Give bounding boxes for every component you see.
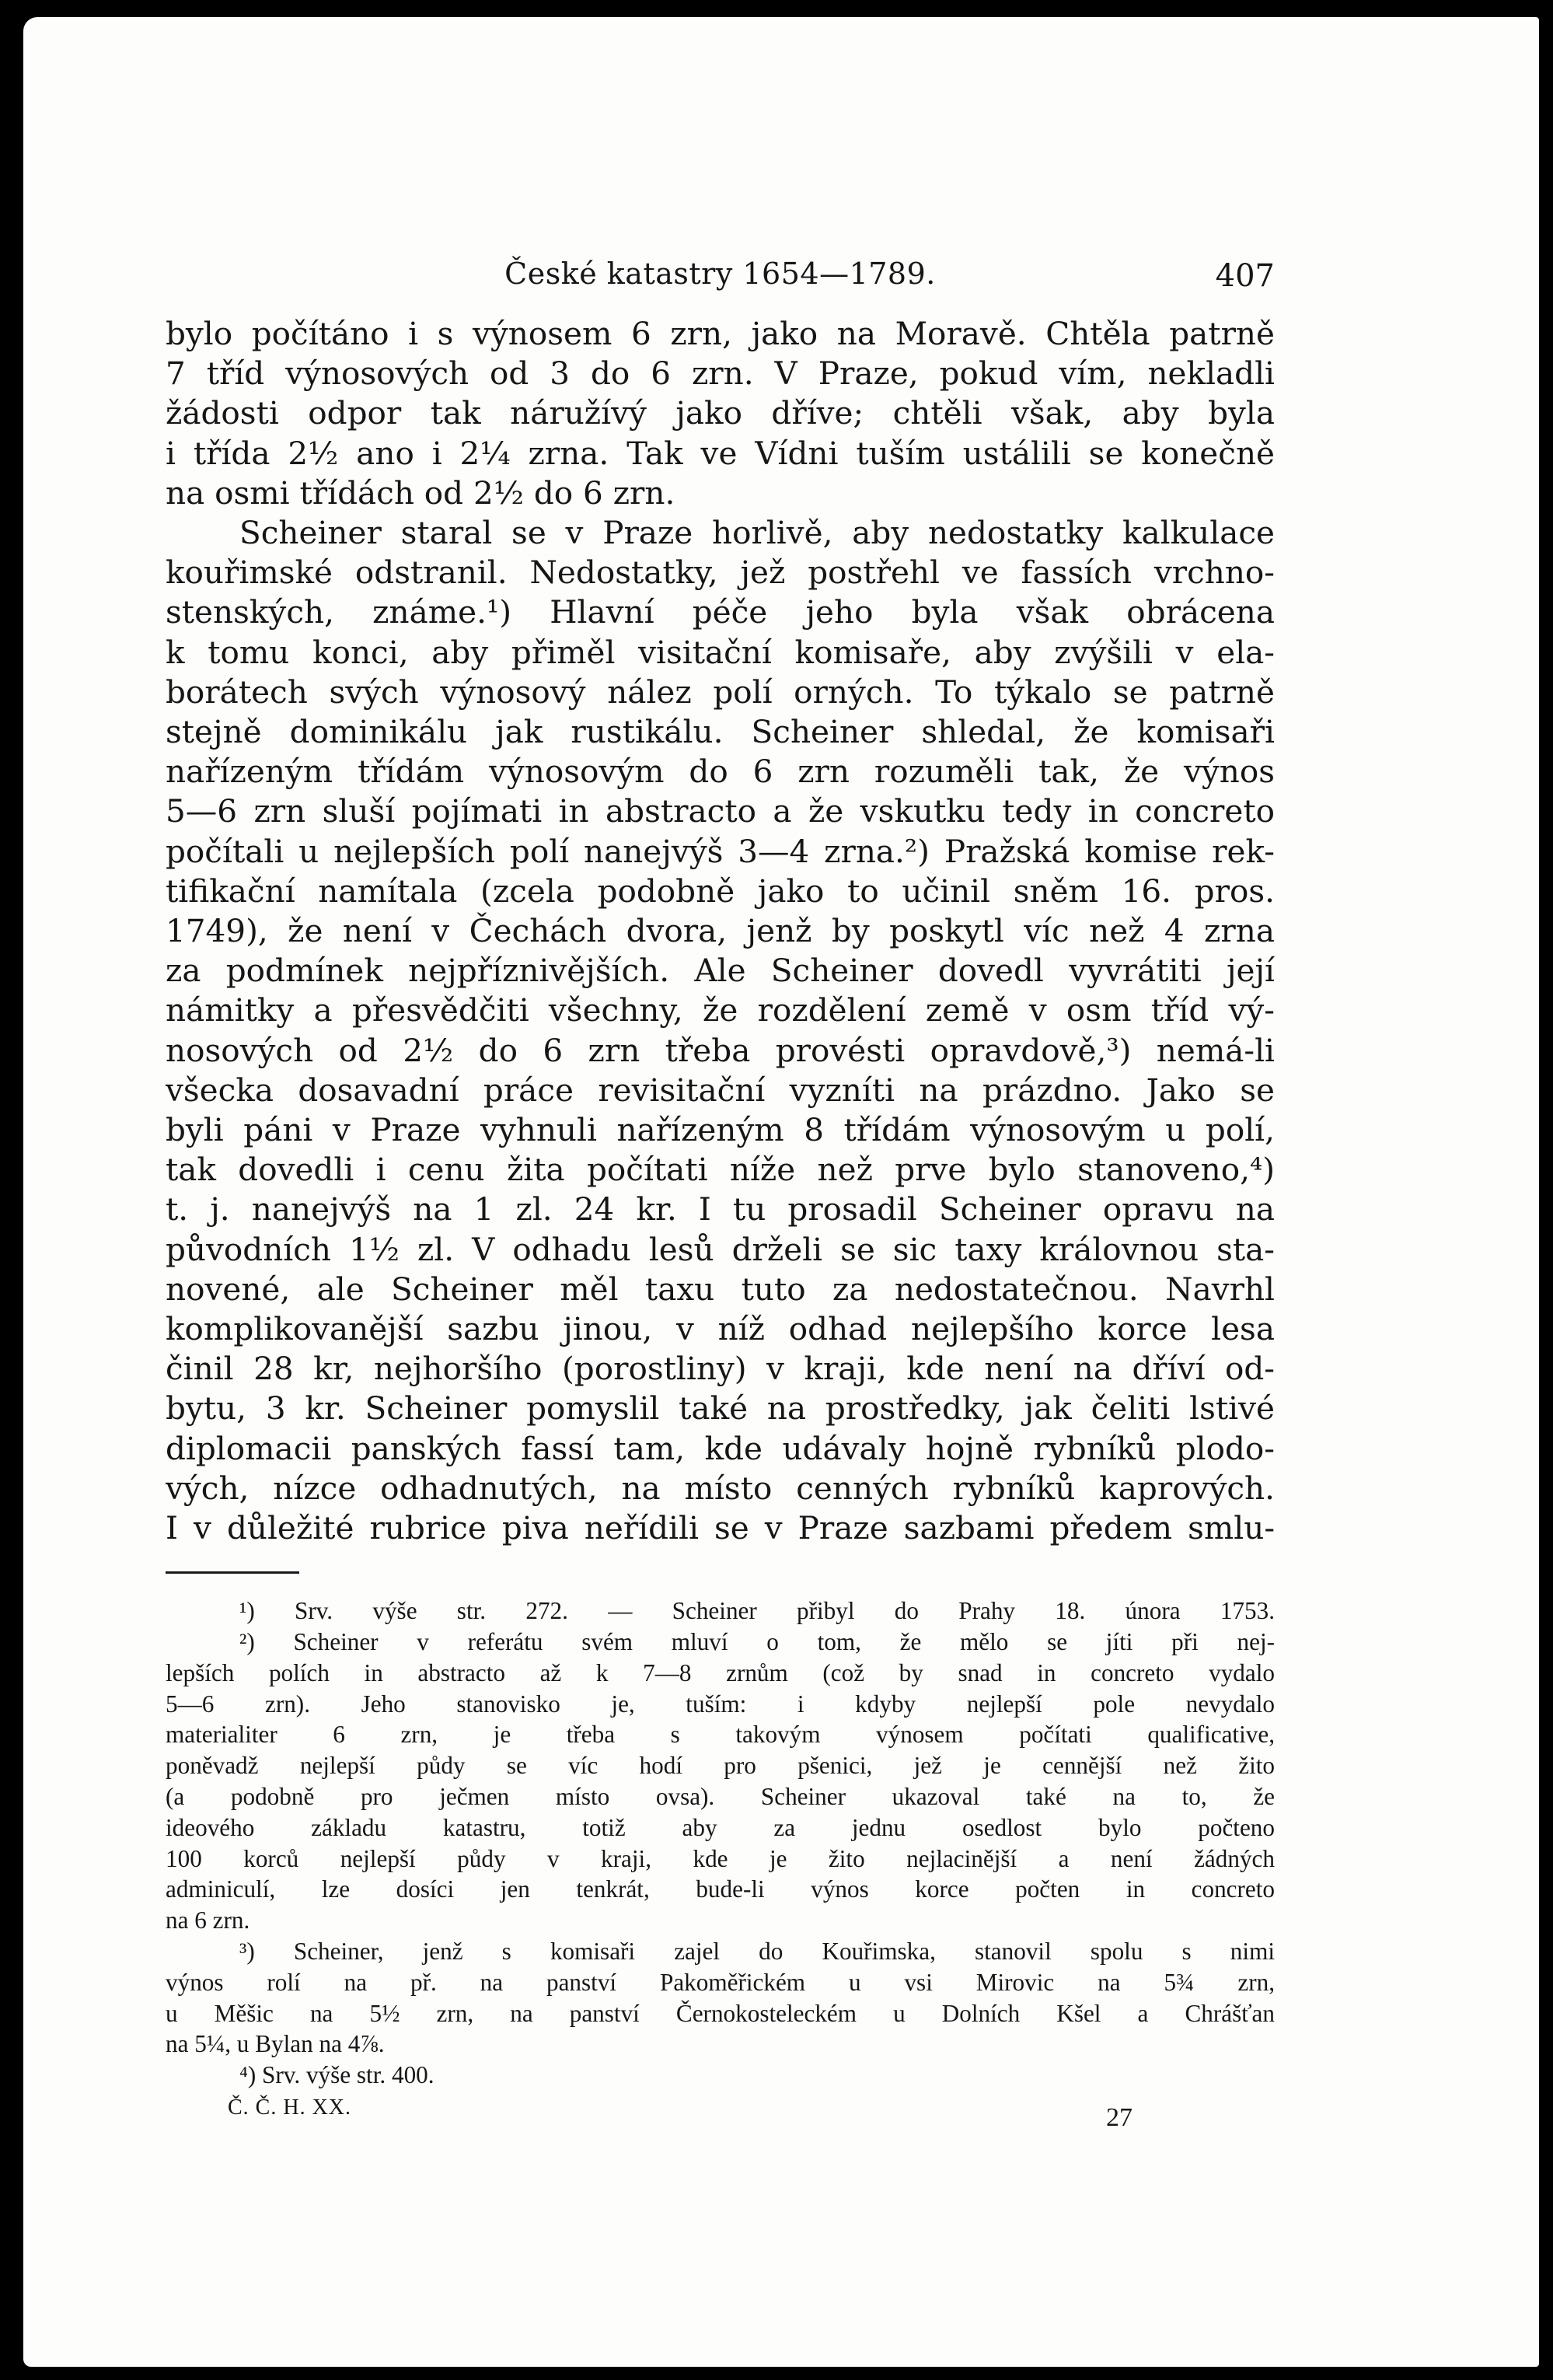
body-line: tifikační namítala (zcela podobně jako to učinil sněm 16. pros.: [166, 872, 1275, 910]
footnote-line: výnos rolí na př. na panství Pakoměřickém u vsi Mirovic na 5¾ zrn,: [166, 1968, 1275, 1996]
page-number: 407: [1215, 258, 1275, 294]
body-line: komplikovanější sazbu jinou, v níž odhad nejlepšího korce lesa: [166, 1310, 1275, 1348]
body-line: k tomu konci, aby přiměl visitační komisaře, aby zvýšili v ela-: [166, 633, 1275, 671]
footnote-line: poněvadž nejlepší půdy se víc hodí pro pšenici, jež je cennější než žito: [166, 1752, 1275, 1780]
body-line: na osmi třídách od 2½ do 6 zrn.: [166, 474, 675, 512]
body-line: počítali u nejlepších polí nanejvýš 3—4 zrna.²) Pražská komise rek-: [166, 832, 1275, 870]
footnote-line: ³) Scheiner, jenž s komisaři zajel do Kouřimska, stanovil spolu s nimi: [239, 1938, 1275, 1966]
body-line: I v důležité rubrice piva neřídili se v Praze sazbami předem smlu-: [166, 1509, 1275, 1547]
running-header: [166, 257, 1275, 303]
body-line: 7 tříd výnosových od 3 do 6 zrn. V Praze, pokud vím, nekladli: [166, 355, 1275, 393]
body-line: byli páni v Praze vyhnuli nařízeným 8 třídám výnosovým u polí,: [166, 1111, 1275, 1149]
body-line: činil 28 kr, nejhoršího (porostliny) v kraji, kde není na dříví od-: [166, 1350, 1275, 1388]
footnote-line: materialiter 6 zrn, je třeba s takovým výnosem počítati qualificative,: [166, 1721, 1275, 1749]
body-line: nosových od 2½ do 6 zrn třeba provésti opravdově,³) nemá-li: [166, 1031, 1275, 1069]
body-line: nařízeným třídám výnosovým do 6 zrn rozuměli tak, že výnos: [166, 753, 1275, 791]
body-line: Scheiner staral se v Praze horlivě, aby nedostatky kalkulace: [239, 514, 1275, 552]
footnote-line: ideového základu katastru, totiž aby za jednu osedlost bylo počteno: [166, 1813, 1275, 1841]
footnote-divider: [166, 1571, 299, 1574]
body-line: i třída 2½ ano i 2¼ zrna. Tak ve Vídni tuším ustálili se konečně: [166, 434, 1275, 472]
body-line: všecka dosavadní práce revisitační vyzníti na prázdno. Jako se: [166, 1071, 1275, 1109]
footnote-line: na 6 zrn.: [166, 1906, 250, 1934]
document-page: [166, 257, 1275, 2142]
body-line: t. j. nanejvýš na 1 zl. 24 kr. I tu prosadil Scheiner opravu na: [166, 1190, 1275, 1228]
body-line: bytu, 3 kr. Scheiner pomyslil také na prostředky, jak čeliti lstivé: [166, 1389, 1275, 1428]
page-footer: [166, 2095, 1275, 2142]
footnote-line: u Měšic na 5½ zrn, na panství Černokosteleckém u Dolních Kšel a Chrášťan: [166, 1999, 1275, 2027]
footnote-line: (a podobně pro ječmen místo ovsa). Scheiner ukazoval také na to, že: [166, 1783, 1275, 1811]
footnote-line: ¹) Srv. výše str. 272. — Scheiner přibyl do Prahy 18. února 1753.: [239, 1597, 1275, 1625]
body-line: bylo počítáno i s výnosem 6 zrn, jako na Moravě. Chtěla patrně: [166, 315, 1275, 352]
footnote-line: 5—6 zrn). Jeho stanovisko je, tuším: i kdyby nejlepší pole nevydalo: [166, 1690, 1275, 1718]
body-line: původních 1½ zl. V odhadu lesů drželi se sic taxy královnou sta-: [166, 1230, 1275, 1268]
footnote-line: ²) Scheiner v referátu svém mluví o tom, že mělo se jíti při nej-: [239, 1628, 1275, 1656]
body-line: novené, ale Scheiner měl taxu tuto za nedostatečnou. Navrhl: [166, 1270, 1275, 1308]
footnotes: [166, 1595, 1275, 2091]
running-title: České katastry 1654—1789.: [504, 257, 936, 291]
body-line: stenských, známe.¹) Hlavní péče jeho byla však obrácena: [166, 593, 1275, 631]
body-line: žádosti odpor tak náružívý jako dříve; chtěli však, aby byla: [166, 394, 1275, 432]
body-text: [166, 314, 1275, 1548]
sheet-number: 27: [1106, 2103, 1132, 2133]
body-line: 1749), že není v Čechách dvora, jenž by poskytl víc než 4 zrna: [166, 912, 1275, 950]
body-line: stejně dominikálu jak rustikálu. Scheiner shledal, že komisaři: [166, 713, 1275, 751]
body-line: tak dovedli i cenu žita počítati níže než prve bylo stanoveno,⁴): [166, 1151, 1275, 1189]
body-line: diplomacii panských fassí tam, kde udávaly hojně rybníků plodo-: [166, 1429, 1275, 1467]
footnote-line: adminiculí, lze dosíci jen tenkrát, bude-li výnos korce počten in concreto: [166, 1875, 1275, 1903]
body-line: kouřimské odstranil. Nedostatky, jež postřehl ve fassích vrchno-: [166, 554, 1275, 592]
body-line: za podmínek nejpříznivějších. Ale Scheiner dovedl vyvrátiti její: [166, 952, 1275, 990]
body-line: 5—6 zrn sluší pojímati in abstracto a že vskutku tedy in concreto: [166, 792, 1275, 830]
footnote-line: ⁴) Srv. výše str. 400.: [239, 2061, 434, 2089]
body-line: borátech svých výnosový nález polí orných. To týkalo se patrně: [166, 673, 1275, 711]
footnote-line: lepších polích in abstracto až k 7—8 zrnům (což by snad in concreto vydalo: [166, 1658, 1275, 1686]
footnote-line: 100 korců nejlepší půdy v kraji, kde je žito nejlacinější a není žádných: [166, 1844, 1275, 1872]
body-line: vých, nízce odhadnutých, na místo cenných rybníků kaprových.: [166, 1469, 1275, 1507]
body-line: námitky a přesvědčiti všechny, že rozdělení země v osm tříd vý-: [166, 991, 1275, 1029]
journal-signature: Č. Č. H. XX.: [228, 2095, 352, 2120]
footnote-line: na 5¼, u Bylan na 4⅞.: [166, 2030, 385, 2058]
